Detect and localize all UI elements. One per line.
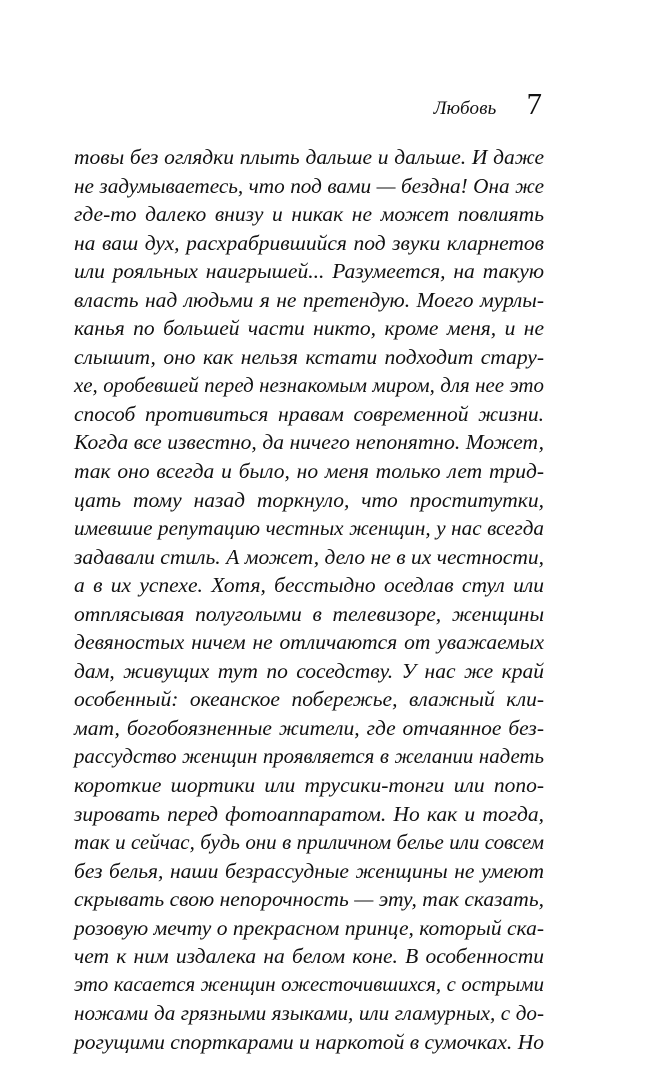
text-line: скрывать свою непорочность — эту, так сказать, bbox=[74, 887, 544, 912]
text-line: без белья, наши безрассудные женщины не умеют bbox=[74, 858, 544, 883]
text-line: власть над людьми я не претендую. Моего мурлы- bbox=[74, 287, 544, 312]
text-line: товы без оглядки плыть дальше и дальше. И даже bbox=[74, 145, 544, 169]
running-title: Любовь bbox=[433, 98, 497, 119]
text-line: рассудство женщин проявляется в желании надеть bbox=[74, 744, 544, 769]
text-line: или рояльных наигрышей... Разумеется, на такую bbox=[74, 259, 544, 284]
text-line: зировать перед фотоаппаратом. Но как и тогда, bbox=[74, 801, 544, 826]
page-header bbox=[434, 88, 542, 120]
body-text bbox=[74, 143, 544, 1057]
text-line: Когда все известно, да ничего непонятно. Может, bbox=[74, 430, 544, 455]
text-line: так и сейчас, будь они в приличном белье или совсем bbox=[74, 830, 544, 855]
text-line: не задумываетесь, что под вами — бездна! Она же bbox=[74, 173, 544, 198]
text-line: слышит, оно как нельзя кстати подходит стару- bbox=[74, 344, 544, 369]
text-line: имевшие репутацию честных женщин, у нас всегда bbox=[74, 516, 544, 541]
text-line: розовую мечту о прекрасном принце, который ска- bbox=[74, 915, 544, 940]
text-line: ножами да грязными языками, или гламурных, с до- bbox=[74, 1001, 544, 1026]
text-line: а в их успехе. Хотя, бесстыдно оседлав стул или bbox=[74, 573, 544, 598]
text-line: канья по большей части никто, кроме меня, и не bbox=[74, 316, 544, 341]
text-line: мат, богобоязненные жители, где отчаянное без- bbox=[74, 715, 544, 740]
text-line: задавали стиль. А может, дело не в их честности, bbox=[74, 544, 544, 569]
text-line: хе, оробевшей перед незнакомым миром, для нее это bbox=[74, 373, 544, 398]
text-line: короткие шортики или трусики-тонги или попо- bbox=[74, 773, 544, 798]
text-line: девяностых ничем не отличаются от уважаемых bbox=[74, 630, 544, 655]
text-line: цать тому назад торкнуло, что проститутки, bbox=[74, 487, 544, 512]
text-line: на ваш дух, расхрабрившийся под звуки кларнетов bbox=[74, 230, 544, 255]
text-line: особенный: океанское побережье, влажный кли- bbox=[74, 687, 544, 712]
text-line: дам, живущих тут по соседству. У нас же край bbox=[74, 658, 544, 683]
text-line: способ противиться нравам современной жизни. bbox=[74, 401, 544, 426]
text-line: это касается женщин ожесточившихся, с острыми bbox=[74, 972, 544, 996]
text-line: где-то далеко внизу и никак не может повлиять bbox=[74, 202, 544, 227]
page-number: 7 bbox=[526, 86, 542, 121]
text-line: чет к ним издалека на белом коне. В особенности bbox=[74, 944, 544, 969]
text-line: рогущими спорткарами и наркотой в сумочках. Но bbox=[74, 1029, 544, 1054]
text-line: так оно всегда и было, но меня только лет трид- bbox=[74, 459, 544, 484]
text-line: отплясывая полуголыми в телевизоре, женщины bbox=[74, 601, 544, 626]
